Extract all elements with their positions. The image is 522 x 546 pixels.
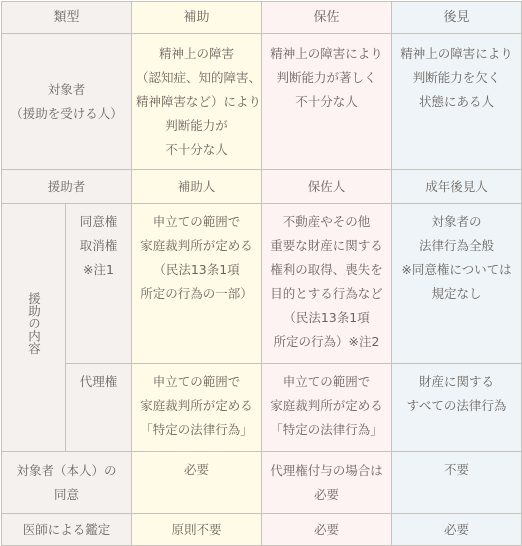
header-row [2,2,522,34]
person-consent-hosa-line: 代理権付与の場合は [270,462,383,478]
consent-hojo-line: 所定の行為の一部） [140,286,253,301]
person-consent-label-cell [2,452,132,514]
header-hojo: 補助 [132,2,262,34]
consent-hojo-line: 家庭裁判所が定める [140,238,253,253]
doctor-hojo: 原則不要 [132,514,262,546]
helper-hojo: 補助人 [132,170,262,204]
subject-hosa-line: 不十分な人 [295,94,358,109]
consent-hosa-line: 所定の行為）※注2 [273,334,380,349]
consent-hojo-line: （民法13条1項 [153,262,240,277]
consent-hojo-line: 申立ての範囲で [152,214,241,229]
subject-hojo-cell [132,34,262,170]
subject-label-line: 対象者 [47,81,86,97]
subject-hojo-line: 精神障害など）により [136,93,262,109]
subject-koken-line: 判断能力を欠く [412,70,501,85]
agency-row [2,364,522,452]
consent-koken-line: ※同意権については [401,262,512,277]
content-label: 援助の内容 [26,292,42,355]
agency-hojo-line: 「特定の法律行為」 [140,422,253,437]
helper-label: 援助者 [2,170,132,204]
subject-hosa-line: 判断能力が著しく [276,70,377,85]
person-consent-label-line: 対象者（本人）の [16,462,117,478]
header-hosa: 保佐 [262,2,392,34]
header-type: 類型 [2,2,132,34]
doctor-row [2,514,522,546]
agency-hosa-line: 「特定の法律行為」 [270,422,383,437]
subject-koken-cell [392,34,522,170]
consent-hojo-cell [132,204,262,364]
agency-koken-line: すべての法律行為 [406,398,507,413]
person-consent-koken: 不要 [392,452,522,514]
content-label-cell [2,204,66,452]
helper-hosa: 保佐人 [262,170,392,204]
consent-label-line: ※注1 [83,262,114,277]
person-consent-hosa-cell [262,452,392,514]
consent-label-line: 同意権 [79,214,118,229]
doctor-label: 医師による鑑定 [2,514,132,546]
person-consent-hojo: 必要 [132,452,262,514]
consent-koken-line: 対象者の [431,214,482,229]
helper-koken: 成年後見人 [392,170,522,204]
subject-hosa-cell [262,34,392,170]
consent-hosa-line: （民法13条1項 [283,310,370,325]
person-consent-label-line: 同意 [54,486,80,502]
consent-hosa-line: 目的とする行為など [270,286,383,301]
agency-koken-cell [392,364,522,452]
subject-hojo-line: 精神上の障害 [159,45,235,61]
guardianship-comparison-table [1,1,522,546]
consent-row [2,204,522,364]
subject-label-cell [2,34,132,170]
consent-koken-cell [392,204,522,364]
subject-row [2,34,522,170]
doctor-koken: 必要 [392,514,522,546]
person-consent-row [2,452,522,514]
subject-koken-line: 精神上の障害により [400,46,513,61]
consent-koken-line: 法律行為全般 [419,238,495,253]
subject-hojo-line: （認知症、知的障害、 [136,69,262,85]
agency-koken-line: 財産に関する [419,374,495,389]
header-koken: 後見 [392,2,522,34]
agency-hojo-cell [132,364,262,452]
consent-hosa-cell [262,204,392,364]
helper-row [2,170,522,204]
agency-hosa-line: 家庭裁判所が定める [270,398,383,413]
doctor-hosa: 必要 [262,514,392,546]
consent-label-line: 取消権 [79,238,118,253]
consent-hosa-line: 重要な財産に関する [270,238,383,253]
agency-hojo-line: 申立ての範囲で [152,374,241,389]
consent-label-cell [66,204,132,364]
consent-koken-line: 規定なし [431,286,482,301]
subject-koken-line: 状態にある人 [419,94,495,109]
subject-label-line: （援助を受ける人） [10,105,123,121]
consent-hosa-line: 権利の取得、喪失を [270,262,383,277]
agency-hojo-line: 家庭裁判所が定める [140,398,253,413]
agency-hosa-line: 申立ての範囲で [282,374,371,389]
subject-hojo-line: 不十分な人 [165,141,228,157]
subject-hojo-line: 判断能力が [165,117,228,133]
agency-label: 代理権 [66,364,132,452]
person-consent-hosa-line: 必要 [314,486,340,502]
consent-hosa-line: 不動産やその他 [282,214,371,229]
subject-hosa-line: 精神上の障害により [270,46,383,61]
agency-hosa-cell [262,364,392,452]
